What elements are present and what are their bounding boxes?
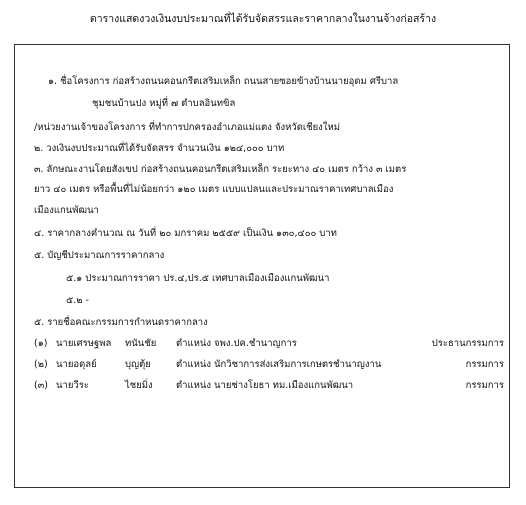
committee-index: (๑) <box>34 338 48 349</box>
committee-first-name: นายเศรษฐพล <box>56 338 112 349</box>
committee-index: (๓) <box>34 380 48 391</box>
committee-role: กรรมการ <box>465 380 504 391</box>
bq-heading: ๕. บัญชีประมาณการราคากลาง <box>34 250 165 261</box>
committee-last-name: บุญตุ้ย <box>125 359 151 370</box>
committee-heading: ๕. รายชื่อคณะกรรมการกำหนดราคากลาง <box>34 317 208 328</box>
bq-item-1: ๕.๑ ประมาณการราคา ปร.๔,ปร.๕ เทศบาลเมืองเมืองแกนพัฒนา <box>66 273 330 284</box>
committee-position: ตำแหน่ง จพง.ปค.ชำนาญการ <box>176 338 297 349</box>
committee-last-name: ทนันชัย <box>125 338 157 349</box>
committee-index: (๒) <box>34 359 48 370</box>
page-title: ตารางแสดงวงเงินงบประมาณที่ได้รับจัดสรรและราคากลางในงานจ้างก่อสร้าง <box>89 13 437 25</box>
median-price: ๔. ราคากลางคำนวณ ณ วันที่ ๒๐ มกราคม ๒๕๕๙ เป็นเงิน ๑๓๐,๔๐๐ บาท <box>34 228 337 239</box>
document-frame <box>14 44 510 488</box>
committee-first-name: นายอดุลย์ <box>56 359 97 370</box>
committee-last-name: ไชยมิ่ง <box>125 380 153 391</box>
budget-amount: ๒. วงเงินงบประมาณที่ได้รับจัดสรร จำนวนเงิน ๑๒๔,๐๐๐ บาท <box>34 143 285 154</box>
project-agency: /หน่วยงานเจ้าของโครงการ ที่ทำการปกครองอำเภอแม่แตง จังหวัดเชียงใหม่ <box>34 122 340 133</box>
bq-item-2: ๕.๒ - <box>66 295 89 306</box>
committee-position: ตำแหน่ง นักวิชาการส่งเสริมการเกษตรชำนาญงาน <box>176 359 382 370</box>
committee-role: ประธานกรรมการ <box>431 338 504 349</box>
work-description-line1: ๓. ลักษณะงานโดยสังเขป ก่อสร้างถนนคอนกรีตเสริมเหล็ก ระยะทาง ๔๐ เมตร กว้าง ๓ เมตร <box>34 164 407 175</box>
committee-first-name: นายวีระ <box>56 380 89 391</box>
work-description-line2: ยาว ๔๐ เมตร หรือพื้นที่ไม่น้อยกว่า ๑๒๐ เมตร แบบแปลนและประมาณราคาเทศบาลเมือง <box>34 184 394 195</box>
project-name-line1: ๑. ชื่อโครงการ ก่อสร้างถนนคอนกรีตเสริมเหล็ก ถนนสายซอยข้างบ้านนายอุดม ศรีบาล <box>48 76 399 87</box>
project-name-line2: ชุมชนบ้านปง หมู่ที่ ๗ ตำบลอินทขิล <box>92 98 236 109</box>
committee-position: ตำแหน่ง นายช่างโยธา ทม.เมืองแกนพัฒนา <box>176 380 354 391</box>
work-description-line3: เมืองแกนพัฒนา <box>34 205 99 216</box>
committee-role: กรรมการ <box>465 359 504 370</box>
